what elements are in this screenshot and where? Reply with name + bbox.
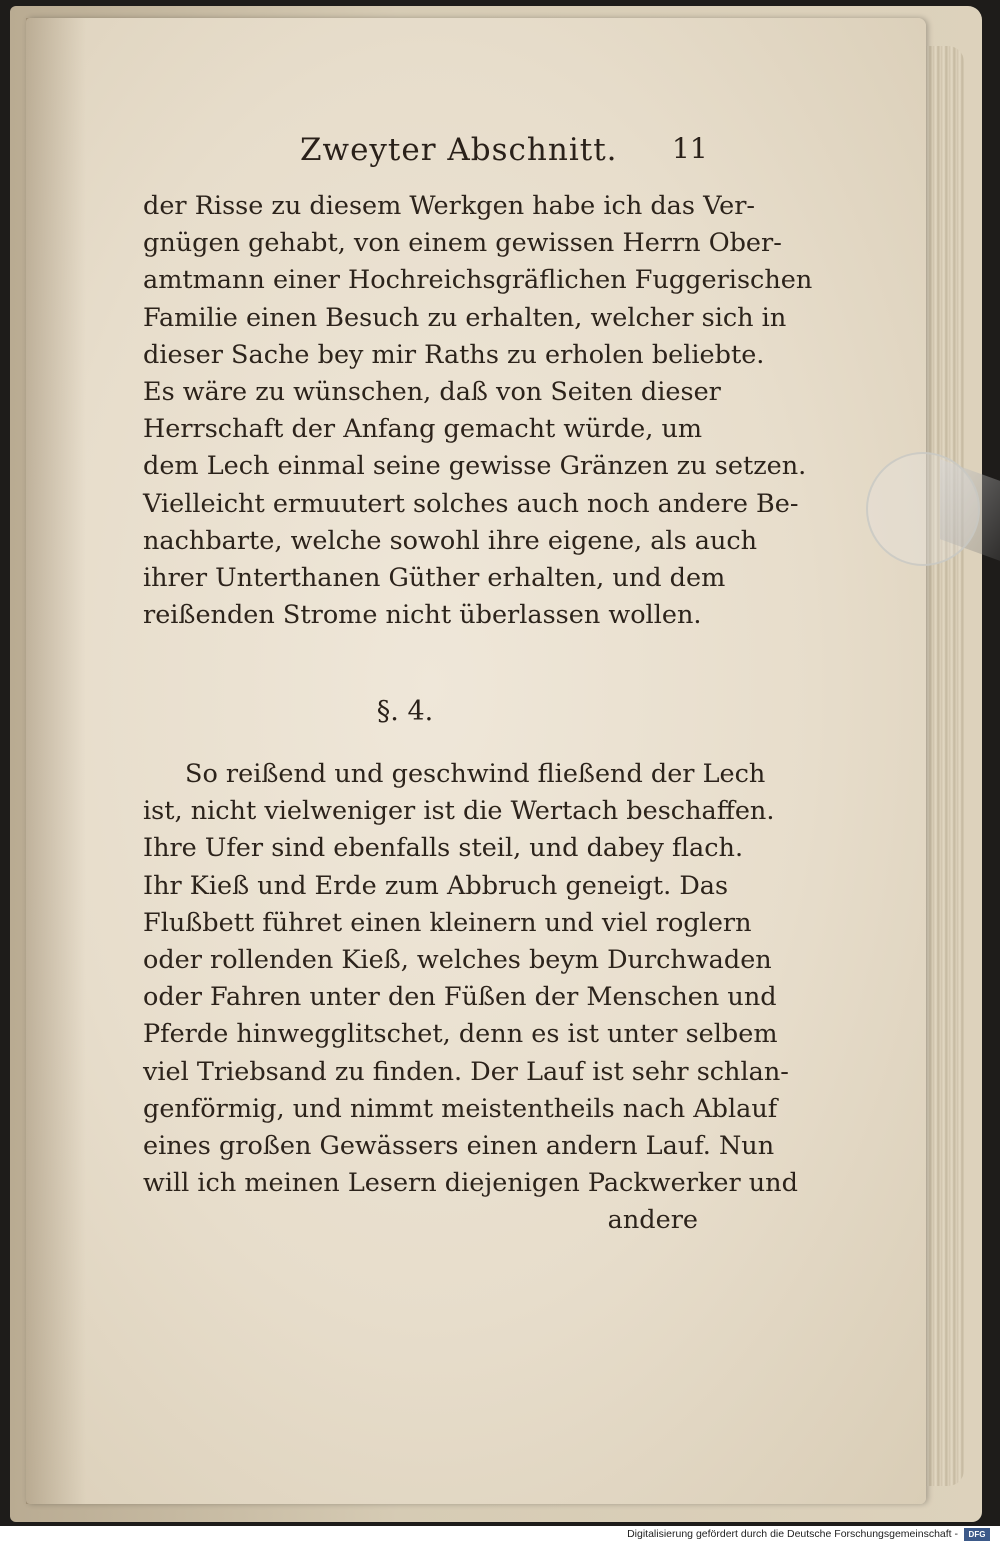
text-line: gnügen gehabt, von einem gewissen Herrn Ober- bbox=[143, 228, 782, 259]
text-line: nachbarte, welche sowohl ihre eigene, als auch bbox=[143, 525, 758, 556]
text-line: oder rollenden Kieß, welches beym Durchwaden bbox=[143, 944, 772, 975]
section-heading: §. 4. bbox=[376, 696, 434, 727]
running-head-title: Zweyter Abschnitt. bbox=[300, 132, 618, 168]
text-line: oder Fahren unter den Füßen der Menschen und bbox=[143, 982, 777, 1013]
text-line: Flußbett führet einen kleinern und viel roglern bbox=[143, 907, 752, 938]
text-line: So reißend und geschwind fließend der Lech bbox=[185, 759, 766, 789]
text-line: dem Lech einmal seine gewisse Gränzen zu setzen. bbox=[143, 451, 807, 482]
running-head bbox=[0, 128, 1000, 172]
page-number: 11 bbox=[672, 132, 708, 165]
page-gutter-shadow bbox=[26, 18, 86, 1504]
catchword: andere bbox=[607, 1205, 698, 1236]
text-line: der Risse zu diesem Werkgen habe ich das Ver- bbox=[143, 191, 756, 221]
text-line: reißenden Strome nicht überlassen wollen. bbox=[143, 600, 702, 631]
funding-credit: Digitalisierung gefördert durch die Deutsche Forschungsgemeinschaft - bbox=[627, 1528, 958, 1540]
text-line: genförmig, und nimmt meistentheils nach Ablauf bbox=[143, 1093, 778, 1124]
scanner-clip bbox=[866, 452, 980, 566]
text-line: Ihre Ufer sind ebenfalls steil, und dabey flach. bbox=[143, 833, 744, 864]
paragraph-1 bbox=[143, 188, 813, 634]
text-line: amtmann einer Hochreichsgräflichen Fuggerischen bbox=[143, 265, 813, 296]
text-line: eines großen Gewässers einen andern Lauf. Nun bbox=[143, 1130, 775, 1161]
text-line: viel Triebsand zu finden. Der Lauf ist sehr schlan- bbox=[143, 1056, 789, 1087]
text-line: Herrschaft der Anfang gemacht würde, um bbox=[143, 414, 703, 445]
text-line: Familie einen Besuch zu erhalten, welcher sich in bbox=[143, 302, 787, 333]
text-line: Vielleicht ermuutert solches auch noch andere Be- bbox=[143, 488, 799, 519]
text-line: will ich meinen Lesern diejenigen Packwerker und bbox=[143, 1168, 798, 1199]
text-line: Es wäre zu wünschen, daß von Seiten dieser bbox=[143, 376, 721, 407]
text-line: ihrer Unterthanen Güther erhalten, und dem bbox=[143, 562, 726, 593]
text-line: Ihr Kieß und Erde zum Abbruch geneigt. Das bbox=[143, 870, 729, 901]
text-line: ist, nicht vielweniger ist die Wertach beschaffen. bbox=[143, 796, 775, 827]
text-line: Pferde hinwegglitschet, denn es ist unter selbem bbox=[143, 1019, 778, 1050]
paragraph-2 bbox=[143, 756, 798, 1239]
dfg-logo-icon: DFG bbox=[964, 1528, 990, 1541]
text-line: dieser Sache bey mir Raths zu erholen beliebte. bbox=[143, 339, 765, 370]
